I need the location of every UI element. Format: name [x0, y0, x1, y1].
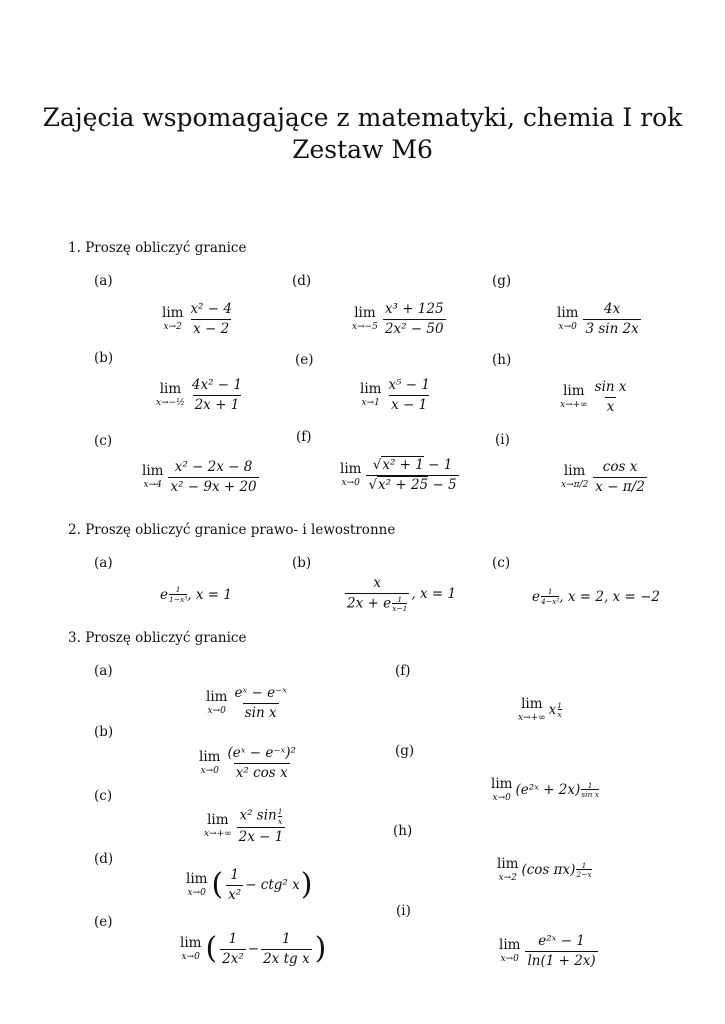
exponent-fraction: 1 sin x [581, 780, 599, 800]
label-1f: (f) [296, 429, 312, 445]
fraction: x 2x + e $\frac{1}{x-1}$ [347, 575, 408, 614]
lim-operator: lim x→0 [557, 305, 579, 332]
label-1g: (g) [492, 273, 512, 289]
formula-2b: x 2x + e $\frac{1}{x-1}$ , x = 1 [347, 575, 457, 614]
formula-1c [142, 460, 261, 495]
lim-operator: lim x→+∞ [518, 696, 546, 723]
lim-operator: lim x→π/2 [561, 463, 589, 490]
lim-operator: lim x→−5 [352, 305, 378, 332]
fraction: $\frac{\text{(eˣ − e⁻ˣ)²}}{\text{x² cos x}}$ [227, 745, 296, 781]
lim-operator: lim x→0 [499, 937, 521, 964]
page-subtitle: Zestaw M6 [292, 135, 433, 164]
lim-operator: lim x→+∞ [560, 383, 588, 410]
formula-3e: lim x→0 ( $\frac{1}{\text{2x²}}$ − $\frac{1}{\text{2x tg x}}$ ) [180, 931, 327, 967]
exponent-fraction: 1 1−x³ [169, 585, 188, 604]
fraction: $\frac{\text{cos x}}{x - \pi/2}$ [595, 459, 645, 495]
label-2c: (c) [492, 555, 511, 571]
label-3f: (f) [395, 663, 411, 679]
lim-operator: lim x→2 [497, 856, 519, 883]
exponent-fraction: 1 x [557, 700, 563, 720]
fraction: $\frac{\text{x² − 4}}{x - 2}$ [190, 301, 232, 337]
exponent-fraction: 1 2−x [576, 860, 592, 880]
section-number: 3. [68, 630, 81, 646]
lim-operator: lim x→0 [206, 689, 228, 716]
label-2a: (a) [94, 555, 113, 571]
formula-3c [204, 808, 287, 845]
lim-operator: lim x→4 [142, 463, 164, 490]
fraction: $\frac{1}{\text{2x tg x}}$ [263, 931, 310, 967]
label-1d: (d) [292, 273, 312, 289]
section-1-heading [68, 240, 246, 256]
fraction: x² sin $\frac{1}{x}$ 2x − 1 [238, 807, 284, 845]
formula-1d [352, 302, 448, 337]
fraction: $\frac{\text{eˣ − e⁻ˣ}}{\text{sin x}}$ [234, 685, 288, 721]
formula-3h: lim x→2 (cos πx) 1 2−x [497, 856, 592, 883]
formula-3f: lim x→+∞ x 1 x [518, 696, 563, 723]
label-2b: (b) [292, 555, 312, 571]
label-1c: (c) [94, 433, 113, 449]
exponent-fraction: 1 4−x² [541, 587, 560, 606]
fraction: $\frac{\text{x⁵ − 1}}{x - 1}$ [388, 377, 430, 413]
fraction: $\frac{\text{e²ˣ − 1}}{\ln(1 + 2x)}$ [527, 933, 596, 969]
section-text: Proszę obliczyć granice [85, 240, 247, 256]
label-3i: (i) [396, 903, 411, 919]
lim-operator: lim x→0 [491, 776, 513, 803]
label-1b: (b) [94, 350, 114, 366]
formula-3a [206, 686, 291, 721]
label-3c: (c) [94, 788, 113, 804]
formula-1i [561, 460, 649, 495]
label-1i: (i) [495, 432, 510, 448]
section-number: 2. [68, 522, 81, 538]
lim-operator: lim x→0 [180, 935, 202, 962]
formula-1e [360, 378, 434, 413]
formula-3b [199, 746, 300, 781]
lim-operator: lim x→0 [186, 871, 208, 898]
lim-operator: lim x→+∞ [204, 812, 232, 839]
lim-operator: lim x→2 [162, 305, 184, 332]
section-2-heading [68, 522, 395, 538]
label-3e: (e) [94, 914, 113, 930]
label-3h: (h) [393, 823, 413, 839]
fraction: $\frac{\text{sin x}}{x}$ [594, 379, 627, 415]
section-3-heading [68, 630, 246, 646]
lim-operator: lim x→0 [340, 461, 362, 488]
label-3a: (a) [94, 663, 113, 679]
label-3d: (d) [94, 851, 114, 867]
label-1h: (h) [492, 352, 512, 368]
label-1e: (e) [295, 352, 314, 368]
fraction: $\frac{4x}{3 \sin 2x}$ [585, 301, 639, 337]
section-number: 1. [68, 240, 81, 256]
formula-2a: e 1 1−x³ , x = 1 [160, 585, 232, 604]
label-3g: (g) [395, 743, 415, 759]
fraction: $\frac{\text{x² − 2x − 8}}{\text{x² − 9x + 20}}$ [170, 459, 257, 495]
formula-1g [557, 302, 643, 337]
fraction: $\frac{\text{x³ + 125}}{\text{2x² − 50}}$ [384, 301, 444, 337]
label-1a: (a) [94, 273, 113, 289]
fraction: $\frac{\text{4x² − 1}}{2x + 1}$ [191, 377, 242, 413]
formula-1h [560, 380, 631, 415]
formula-1a [162, 302, 236, 337]
lim-operator: lim x→−½ [156, 381, 185, 408]
fraction: $\frac{1}{\text{x²}}$ [228, 867, 242, 903]
section-text: Proszę obliczyć granice prawo- i lewostronne [85, 522, 396, 538]
formula-1b [156, 378, 246, 413]
page-title: Zajęcia wspomagające z matematyki, chemia I rok [42, 103, 683, 132]
formula-3i [499, 934, 600, 969]
formula-2c: e 1 4−x² , x = 2, x = −2 [532, 587, 660, 606]
formula-3g: lim x→0 (e²ˣ + 2x) 1 sin x [491, 776, 599, 803]
formula-1f [340, 458, 461, 493]
lim-operator: lim x→1 [360, 381, 382, 408]
label-3b: (b) [94, 724, 114, 740]
formula-3d: lim x→0 ( $\frac{1}{\text{x²}}$ − ctg² x ) [186, 867, 313, 903]
section-text: Proszę obliczyć granice [85, 630, 247, 646]
lim-operator: lim x→0 [199, 749, 221, 776]
fraction: $\frac{\text{√x² + 1 − 1}}{\text{√x² + 25 − 5}}$ [368, 457, 457, 493]
fraction: $\frac{1}{\text{2x²}}$ [222, 931, 244, 967]
